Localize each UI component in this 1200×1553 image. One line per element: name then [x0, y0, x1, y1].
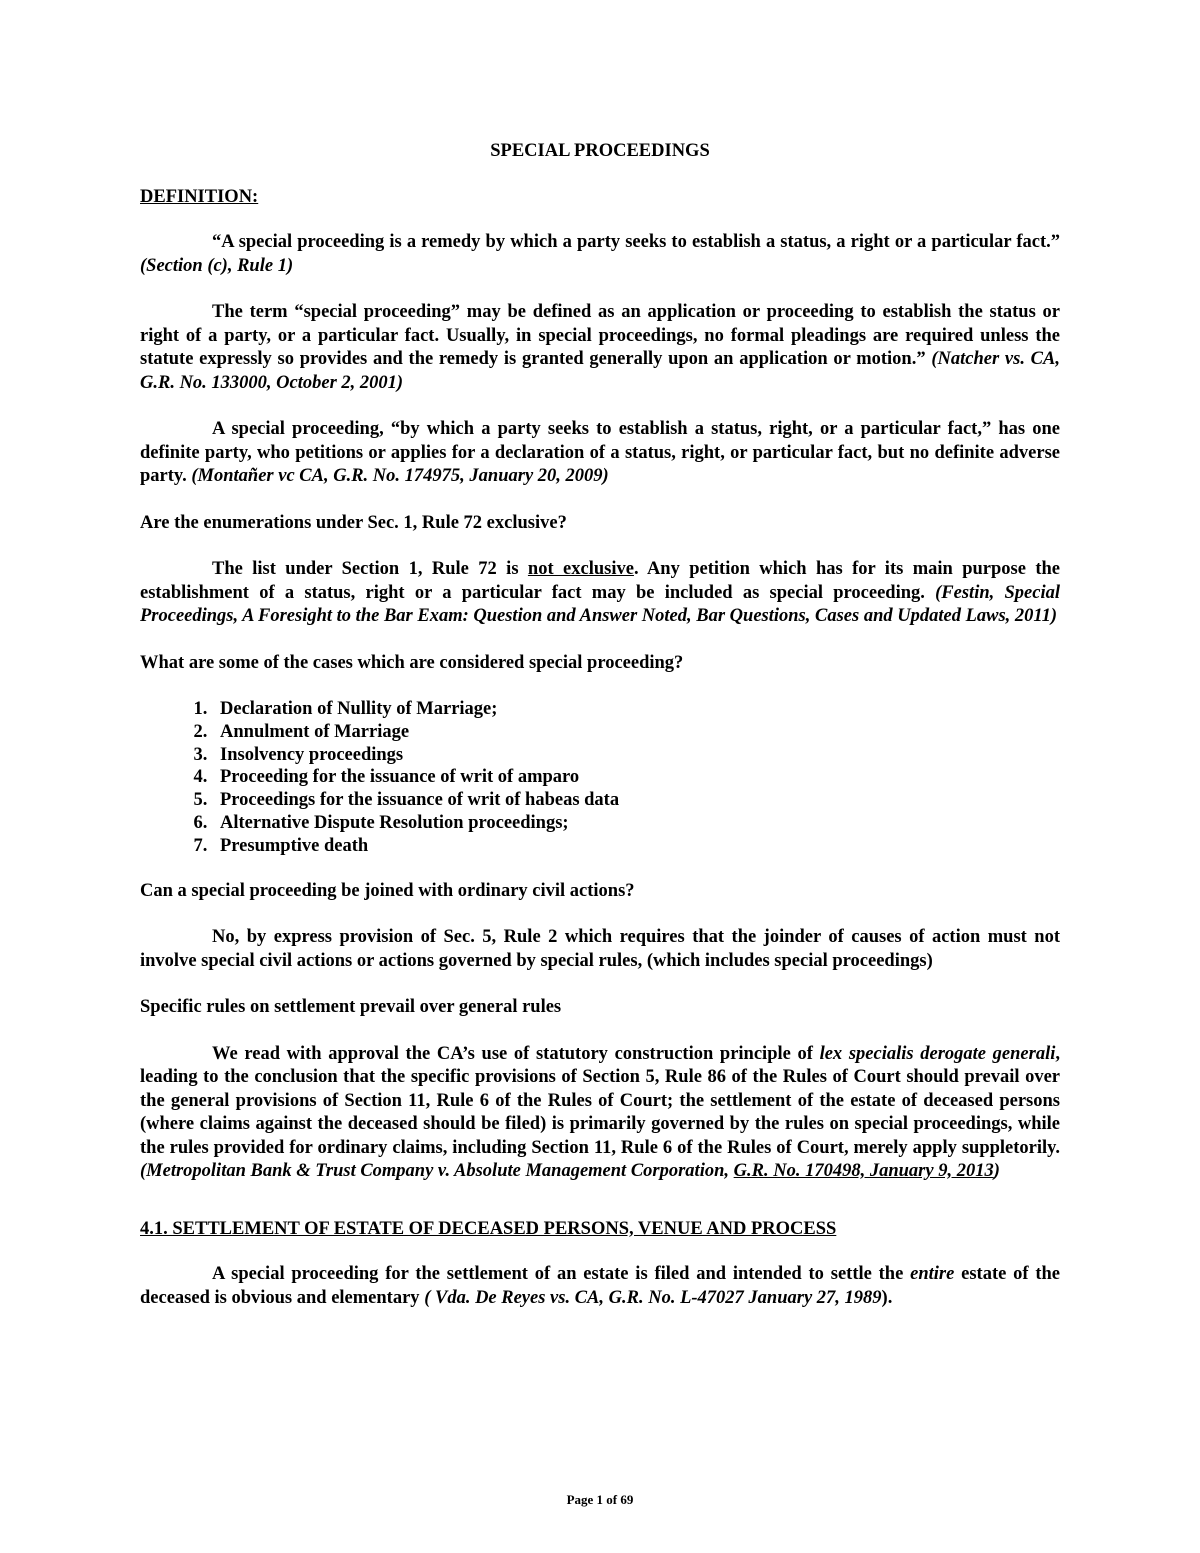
paragraph-vda-de-reyes — [140, 1263, 1060, 1310]
emphasis-word: entire — [910, 1264, 955, 1285]
list-item: 1. Declaration of Nullity of Marriage; — [212, 698, 1060, 721]
paragraph-text: A special proceeding, “by which a party seeks to establish a status, right, or a particular fact,” has one definite party, who petitions or applies for a declaration of a status, right, or particular fact, but no definite adverse party. — [140, 419, 1060, 486]
subheading-specific-rules: Specific rules on settlement prevail over general rules — [140, 997, 562, 1018]
paragraph-text: We read with approval the CA’s use of statutory construction principle of — [212, 1043, 820, 1064]
paragraph-text: . Any petition which has for its main purpose the establishment of a status, right or a particular fact may be included as special proceeding. — [140, 559, 1061, 603]
citation: (Festin, Special Proceedings, A Foresight to the Bar Exam: Question and Answer Noted, Bar Questions, Cases and Updated Laws, 2011) — [140, 582, 1060, 626]
paragraph-text: The list under Section 1, Rule 72 is — [212, 559, 528, 579]
paragraph-text: , leading to the conclusion that the specific provisions of Section 5, Rule 86 of the Rules of Court should prevail over the general provisions of Section 11, Rule 6 of the Rules of Court; the settlement of the estate of deceased persons (where claims against the deceased should be filed) is primarily governed by the rules on special proceedings, while the rules provided for ordinary claims, including Section 11, Rule 6 of the Rules of Court, merely apply suppletorily. — [140, 1043, 1060, 1158]
list-item: 2. Annulment of Marriage — [212, 721, 1060, 744]
citation-close: ). — [881, 1287, 893, 1308]
question-cases: What are some of the cases which are considered special proceeding? — [140, 652, 684, 673]
document-page — [140, 140, 1060, 1333]
paragraph-text: “A special proceeding is a remedy by which a party seeks to establish a status, a right or a particular fact.” — [212, 232, 1060, 252]
definition-heading: DEFINITION: — [140, 186, 259, 207]
list-item: 3. Insolvency proceedings — [212, 744, 1060, 767]
question-exclusive: Are the enumerations under Sec. 1, Rule 72 exclusive? — [140, 512, 567, 533]
list-item: 4. Proceeding for the issuance of writ of amparo — [212, 766, 1060, 789]
citation: (Montañer vc CA, G.R. No. 174975, January 20, 2009) — [191, 466, 609, 486]
list-item: 7. Presumptive death — [212, 835, 1060, 858]
document-title: SPECIAL PROCEEDINGS — [490, 141, 710, 161]
list-item: 6. Alternative Dispute Resolution proceedings; — [212, 812, 1060, 835]
citation — [140, 1161, 1000, 1181]
paragraph-not-exclusive — [140, 558, 1060, 629]
citation-close: ) — [993, 1161, 1000, 1182]
section-heading-4-1: 4.1. SETTLEMENT OF ESTATE OF DECEASED PERSONS, VENUE AND PROCESS — [140, 1218, 837, 1239]
list-item: 5. Proceedings for the issuance of writ of habeas data — [212, 789, 1060, 812]
paragraph-text: estate of the deceased is obvious and elementary — [140, 1264, 1060, 1308]
citation-text: (Metropolitan Bank & Trust Company v. Absolute Management Corporation, — [140, 1161, 734, 1182]
citation-gr-number: G.R. No. 170498, January 9, 2013 — [733, 1161, 994, 1182]
citation: ( Vda. De Reyes vs. CA, G.R. No. L-47027 January 27, 1989 — [424, 1287, 882, 1308]
paragraph-natcher — [140, 301, 1060, 395]
paragraph-definition — [140, 231, 1060, 278]
question-joinder: Can a special proceeding be joined with ordinary civil actions? — [140, 880, 635, 901]
paragraph-metrobank — [140, 1043, 1060, 1184]
paragraph-text: The term “special proceeding” may be defined as an application or proceeding to establish the status or right of a party, or a particular fact. Usually, in special proceedings, no formal pleadings are required unless the statute expressly so provides and the remedy is granted generally upon an application or motion.” — [140, 302, 1060, 369]
citation: (Section (c), Rule 1) — [140, 255, 294, 276]
paragraph-montaner — [140, 418, 1060, 489]
page-footer: Page 1 of 69 — [566, 1492, 634, 1507]
cases-list — [140, 698, 1060, 858]
latin-phrase: lex specialis derogate generali — [819, 1043, 1056, 1064]
paragraph-joinder: No, by express provision of Sec. 5, Rule 2 which requires that the joinder of causes of action must not involve special civil actions or actions governed by special rules, (which includes special proceedings) — [140, 927, 1060, 971]
underlined-phrase: not exclusive — [527, 559, 634, 579]
citation: (Natcher vs. CA, G.R. No. 133000, October 2, 2001) — [140, 349, 1060, 393]
paragraph-text: A special proceeding for the settlement of an estate is filed and intended to settle the — [212, 1264, 911, 1285]
